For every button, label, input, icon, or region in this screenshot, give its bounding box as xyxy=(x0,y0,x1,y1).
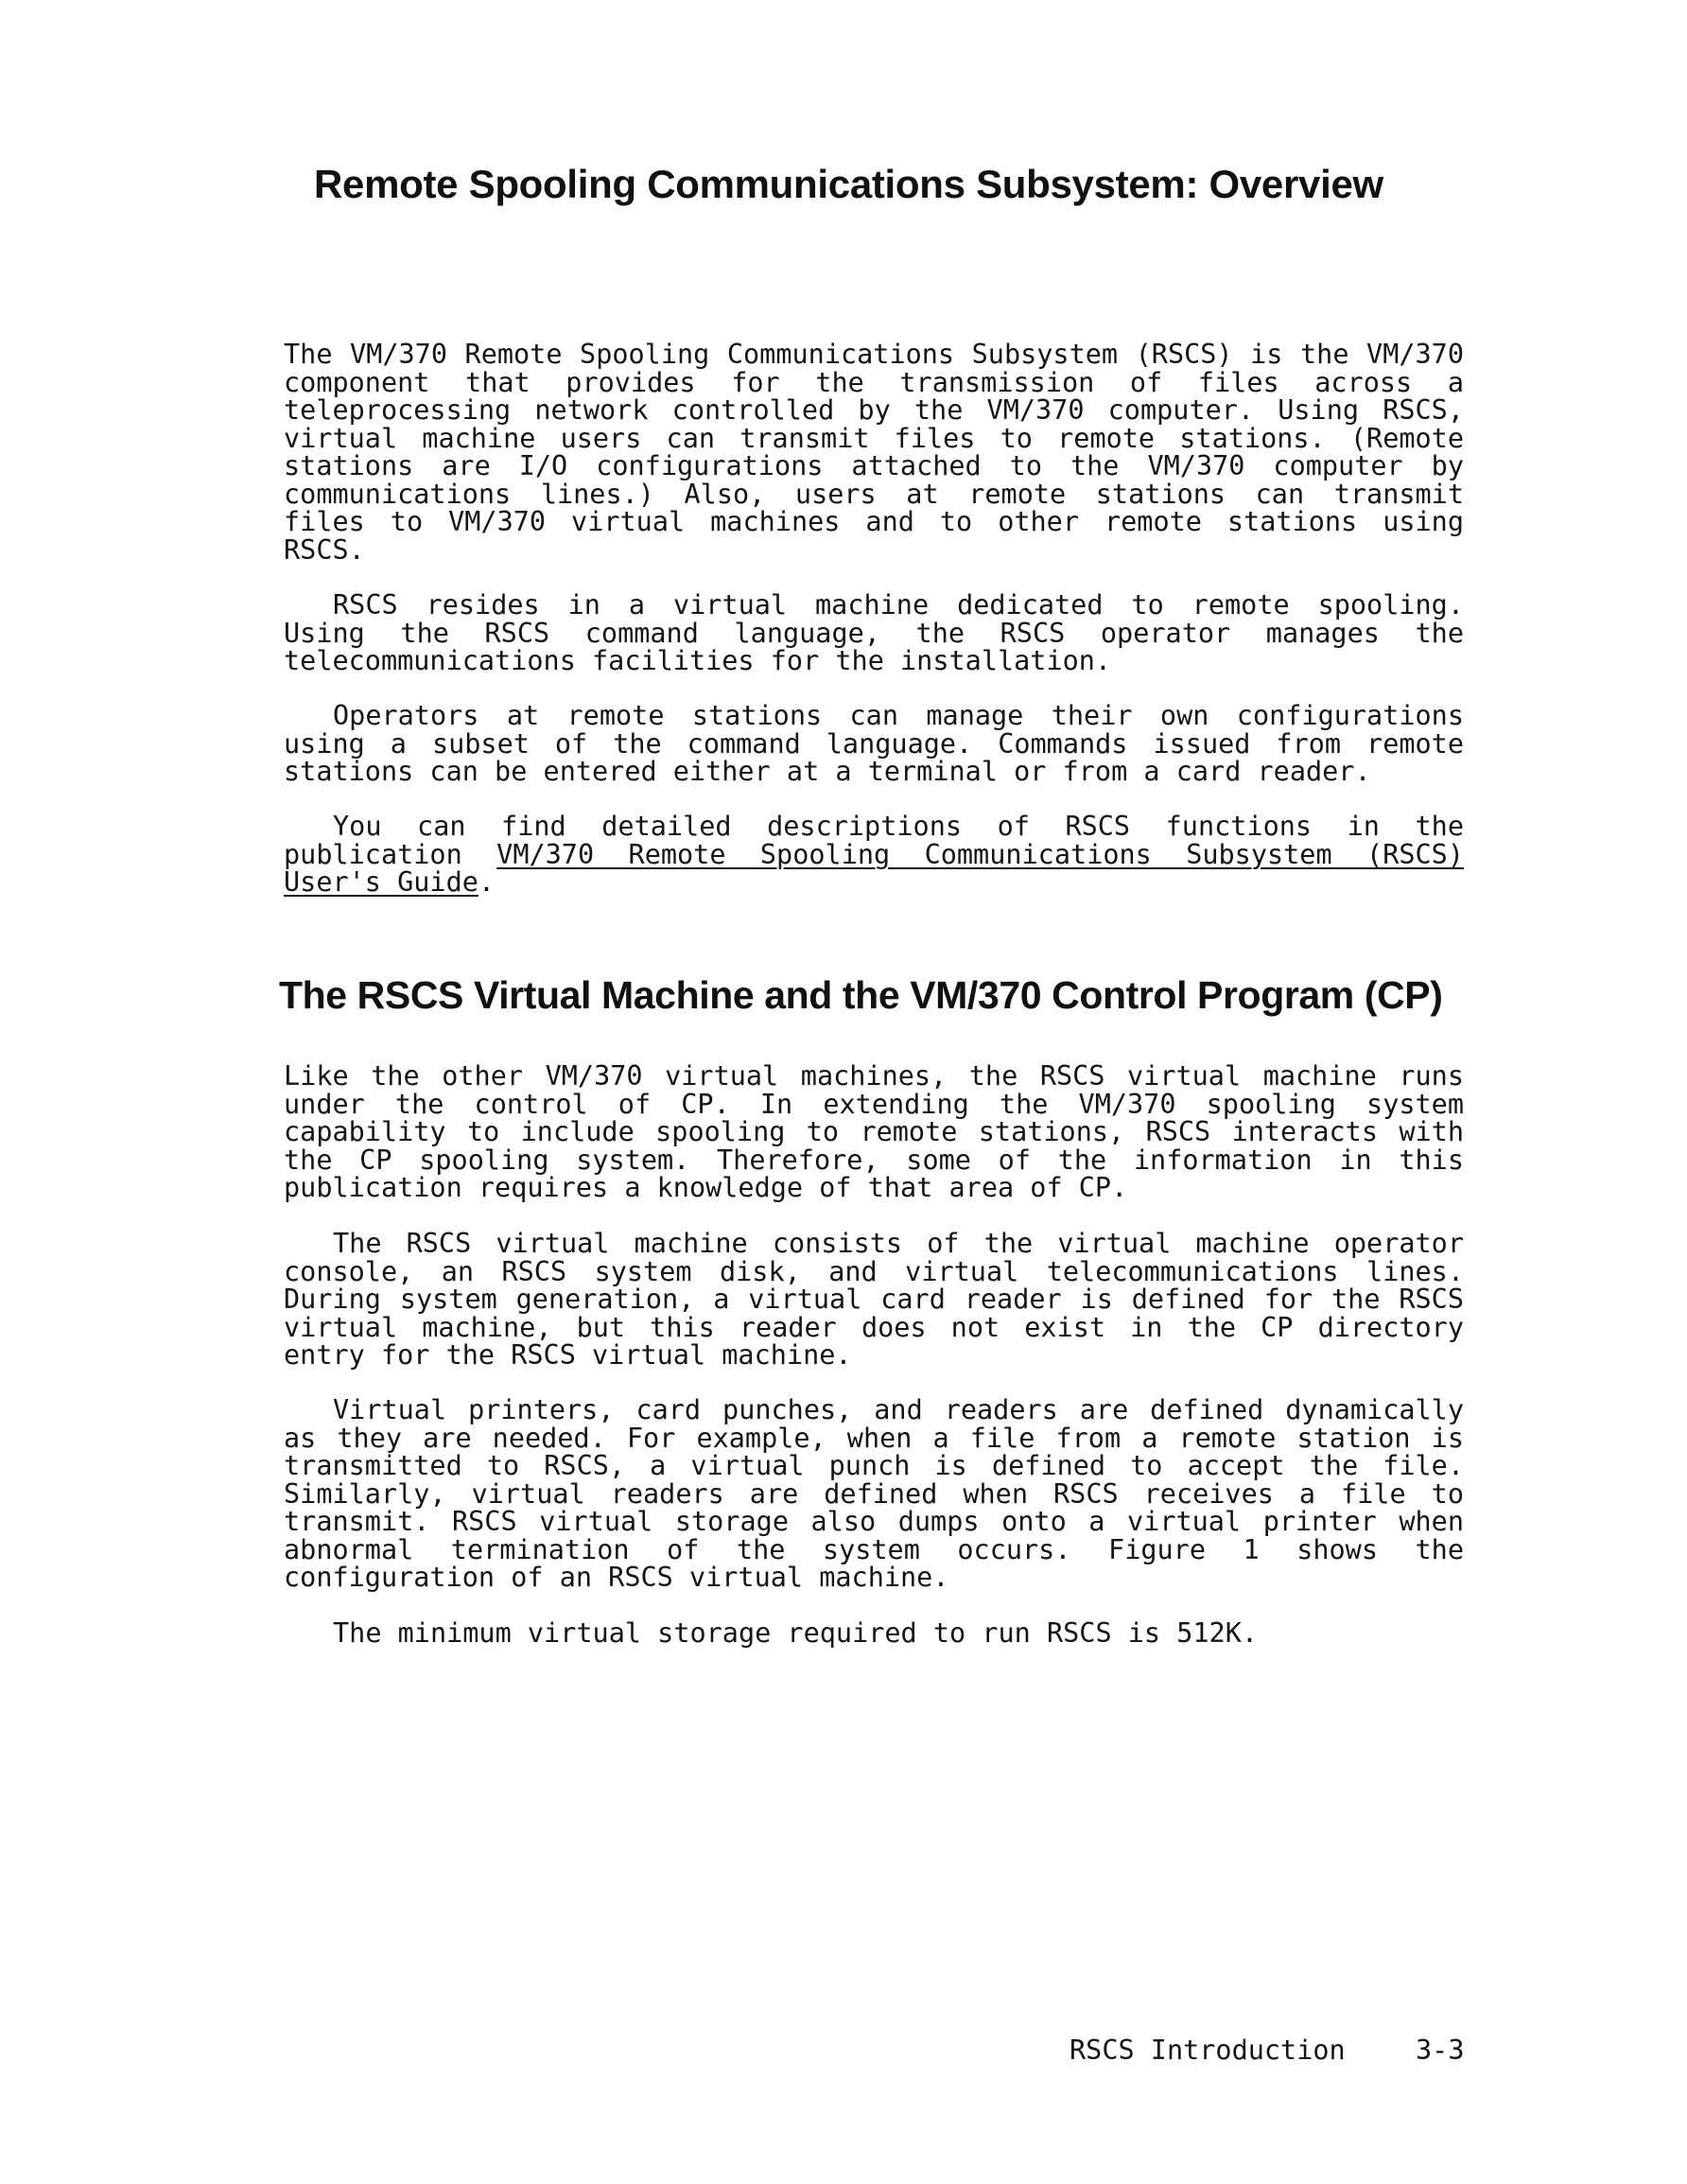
text-line: console, an RSCS system disk, and virtual telecommunications lines. xyxy=(284,1255,1464,1287)
text-line: Virtual printers, card punches, and readers are defined dynamically xyxy=(333,1394,1464,1425)
text-line: stations can be entered either at a terminal or from a card reader. xyxy=(284,756,1371,787)
text-line xyxy=(284,838,1464,870)
text-line: The minimum virtual storage required to run RSCS is 512K. xyxy=(333,1617,1259,1649)
text-line: stations are I/O configurations attached to the VM/370 computer by xyxy=(284,450,1464,481)
text-line: as they are needed. For example, when a file from a remote station is xyxy=(284,1422,1464,1454)
text-line: virtual machine users can transmit files to remote stations. (Remote xyxy=(284,422,1464,454)
text-line: virtual machine, but this reader does not exist in the CP directory xyxy=(284,1311,1464,1343)
text-line: the CP spooling system. Therefore, some of the information in this xyxy=(284,1144,1464,1176)
text-line: publication requires a knowledge of that area of CP. xyxy=(284,1172,1128,1203)
publication-title: VM/370 Remote Spooling Communications Subsystem (RSCS) xyxy=(496,838,1464,870)
text-line: Similarly, virtual readers are defined when RSCS receives a file to xyxy=(284,1477,1464,1510)
text-line: telecommunications facilities for the installation. xyxy=(284,645,1112,676)
text-line: configuration of an RSCS virtual machine. xyxy=(284,1562,949,1593)
paragraph-rscs-under-cp xyxy=(284,1062,1464,1202)
paragraph-publication-reference xyxy=(284,812,1464,897)
paragraph-virtual-devices xyxy=(284,1396,1464,1592)
paragraph-rscs-virtual-machine xyxy=(284,591,1464,675)
section-heading-overview: Remote Spooling Communications Subsystem: Overview xyxy=(314,162,1383,206)
text-line: RSCS. xyxy=(284,533,365,566)
text-line: teleprocessing network controlled by the VM/370 computer. Using RSCS, xyxy=(284,394,1464,426)
footer-title: RSCS Introduction xyxy=(1070,2035,1346,2066)
text-line: transmit. RSCS virtual storage also dumps onto a virtual printer when xyxy=(284,1506,1464,1537)
text-line: Like the other VM/370 virtual machines, the RSCS virtual machine runs xyxy=(284,1060,1464,1092)
text-line: component that provides for the transmission of files across a xyxy=(284,366,1464,398)
text-line: entry for the RSCS virtual machine. xyxy=(284,1339,852,1371)
text-line: RSCS resides in a virtual machine dedicated to remote spooling. xyxy=(333,589,1464,620)
publication-title-continued: User's Guide xyxy=(284,866,478,898)
paragraph-rscs-overview xyxy=(284,341,1464,564)
paragraph-minimum-storage xyxy=(284,1619,1464,1648)
text-line: The VM/370 Remote Spooling Communications Subsystem (RSCS) is the VM/370 xyxy=(284,339,1464,370)
text-line: abnormal termination of the system occurs. Figure 1 shows the xyxy=(284,1533,1464,1565)
text-line: transmitted to RSCS, a virtual punch is defined to accept the file. xyxy=(284,1450,1464,1481)
section-heading-rscs-cp: The RSCS Virtual Machine and the VM/370 Control Program (CP) xyxy=(279,973,1443,1017)
text-line: The RSCS virtual machine consists of the virtual machine operator xyxy=(333,1228,1464,1259)
text-line xyxy=(284,868,1464,897)
text-fragment: . xyxy=(478,866,496,898)
text-line: under the control of CP. In extending the VM/370 spooling system xyxy=(284,1088,1464,1120)
text-line: During system generation, a virtual card reader is defined for the RSCS xyxy=(284,1284,1464,1315)
text-line: using a subset of the command language. Commands issued from remote xyxy=(284,727,1464,760)
text-fragment: publication xyxy=(284,838,462,870)
page-number: 3-3 xyxy=(1416,2035,1465,2066)
text-line: You can find detailed descriptions of RSCS functions in the xyxy=(333,811,1464,842)
text-line: Using the RSCS command language, the RSCS operator manages the xyxy=(284,617,1464,649)
paragraph-remote-operators xyxy=(284,702,1464,786)
text-line: Operators at remote stations can manage their own configurations xyxy=(333,700,1464,731)
text-line: communications lines.) Also, users at remote stations can transmit xyxy=(284,478,1464,510)
text-line: files to VM/370 virtual machines and to other remote stations using xyxy=(284,506,1464,537)
paragraph-virtual-machine-components xyxy=(284,1230,1464,1370)
text-line: capability to include spooling to remote stations, RSCS interacts with xyxy=(284,1116,1464,1147)
